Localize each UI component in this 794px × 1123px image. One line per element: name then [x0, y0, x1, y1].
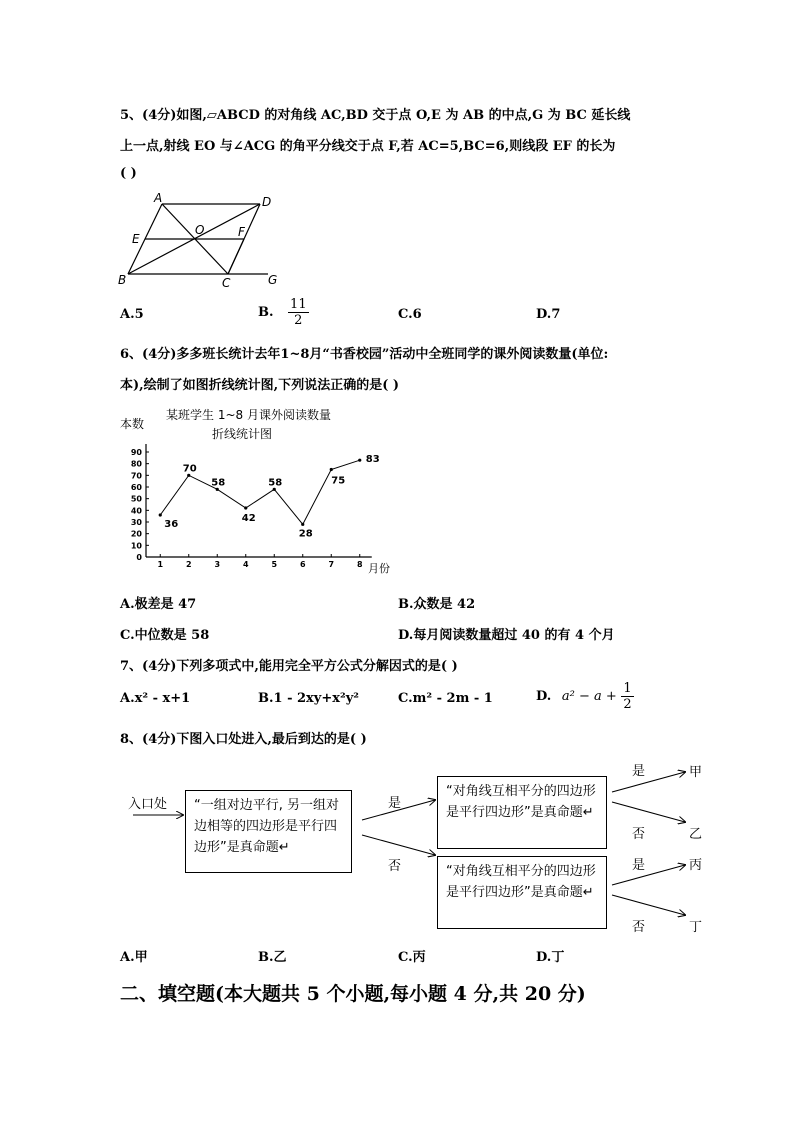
- flow-box-3: “对角线互相平分的四边形是平行四边形”是真命题↵: [437, 856, 607, 929]
- q8-option-b: B.乙: [258, 950, 287, 965]
- q5-option-d: D.7: [536, 307, 561, 322]
- flow-box-1: “一组对边平行, 另一组对边相等的四边形是平行四边形”是真命题↵: [185, 790, 352, 873]
- q7-option-c: C.m² - 2m - 1: [398, 691, 493, 706]
- q7-option-d: D. a² − a + $\frac{1}{2}$: [536, 681, 632, 712]
- q7-option-a: A.x² - x+1: [120, 691, 191, 706]
- point-label-g: G: [268, 273, 278, 287]
- chart-data-label: 58: [211, 477, 226, 489]
- q6-option-c: C.中位数是 58: [120, 628, 210, 643]
- q5-text-line3: ( ): [120, 166, 137, 181]
- chart-x-tick-label: 4: [242, 560, 249, 569]
- point-label-f: F: [238, 225, 245, 239]
- q6-option-d: D.每月阅读数量超过 40 的有 4 个月: [398, 628, 615, 643]
- fraction-1-2: $\frac{1}{2}$: [623, 681, 632, 712]
- q6-text-line1: 6、(4分)多多班长统计去年1~8月“书香校园”活动中全班同学的课外阅读数量(单位:: [120, 347, 609, 362]
- flow-out-ding: 丁: [689, 920, 703, 935]
- q5-text-line1: 5、(4分)如图,▱ABCD 的对角线 AC,BD 交于点 O,E 为 AB 的中点,G 为 BC 延长线: [120, 108, 631, 123]
- flow-out-yi: 乙: [689, 827, 703, 842]
- chart-point: [244, 506, 247, 509]
- chart-x-tick-label: 7: [328, 560, 335, 569]
- chart-y-tick-label: 60: [130, 483, 142, 492]
- chart-point: [330, 468, 333, 471]
- flow-yes-1: 是: [388, 796, 402, 811]
- q5-option-a: A.5: [120, 307, 144, 322]
- q5-option-c: C.6: [398, 307, 422, 322]
- chart-xlabel: 月份: [368, 562, 390, 575]
- chart-data-label: 36: [164, 519, 179, 530]
- flow-no-2: 否: [632, 827, 646, 842]
- q6-text-line2: 本),绘制了如图折线统计图,下列说法正确的是( ): [120, 378, 400, 393]
- flow-no-1: 否: [388, 859, 402, 874]
- q5-option-b: B. $\frac{11}{2}$: [258, 297, 307, 328]
- chart-data-label: 70: [182, 463, 197, 475]
- q5-text-line2: 上一点,射线 EO 与∠ACG 的角平分线交于点 F,若 AC=5,BC=6,则线段 EF 的长为: [120, 139, 616, 154]
- chart-data-label: 83: [365, 454, 380, 466]
- q8-option-d: D.丁: [536, 950, 565, 965]
- chart-y-tick-label: 20: [130, 529, 142, 539]
- flow-entry-label: 入口处: [128, 797, 168, 812]
- chart-data-label: 58: [268, 477, 283, 489]
- chart-subtitle: 折线统计图: [212, 427, 273, 441]
- parallelogram-figure: [110, 188, 310, 293]
- flow-yes-2: 是: [632, 764, 646, 779]
- chart-x-tick-label: 3: [214, 560, 221, 569]
- q8-option-c: C.丙: [398, 950, 426, 965]
- chart-y-tick-label: 0: [136, 553, 142, 562]
- chart-point: [301, 523, 304, 526]
- q8-text-line1: 8、(4分)下图入口处进入,最后到达的是( ): [120, 732, 367, 747]
- chart-title: 某班学生 1~8 月课外阅读数量: [166, 408, 331, 422]
- chart-x-tick-label: 8: [356, 560, 363, 569]
- chart-data-label: 42: [241, 513, 256, 524]
- line-chart: [118, 400, 408, 580]
- q6-option-a: A.极差是 47: [120, 597, 197, 612]
- flow-no-3: 否: [632, 920, 646, 935]
- section-2-title: 二、填空题(本大题共 5 个小题,每小题 4 分,共 20 分): [120, 983, 586, 1005]
- point-label-o: O: [195, 223, 205, 237]
- chart-y-tick-label: 80: [130, 459, 142, 469]
- flow-yes-3: 是: [632, 858, 646, 873]
- chart-x-tick-label: 1: [157, 560, 164, 569]
- chart-y-tick-label: 90: [130, 448, 142, 457]
- fraction-11-2: $\frac{11}{2}$: [290, 297, 307, 328]
- chart-data-label: 28: [298, 528, 313, 540]
- q7-d-expression: a² − a +: [561, 689, 617, 704]
- q8-option-a: A.甲: [120, 950, 148, 965]
- point-label-b: B: [118, 273, 127, 287]
- chart-y-tick-label: 70: [130, 471, 142, 481]
- chart-y-tick-label: 50: [130, 494, 142, 504]
- chart-y-tick-label: 40: [130, 506, 142, 516]
- chart-x-tick-label: 6: [299, 560, 306, 569]
- point-label-d: D: [262, 195, 272, 209]
- point-label-a: A: [154, 191, 163, 205]
- q7-text-line1: 7、(4分)下列多项式中,能用完全平方公式分解因式的是( ): [120, 659, 458, 674]
- flow-out-jia: 甲: [689, 765, 703, 780]
- chart-ylabel: 本数: [120, 417, 145, 431]
- chart-data-label: 75: [331, 475, 346, 487]
- point-label-c: C: [222, 276, 231, 290]
- chart-x-tick-label: 2: [185, 560, 192, 569]
- point-label-e: E: [132, 232, 140, 246]
- chart-y-tick-label: 30: [130, 518, 142, 527]
- chart-point: [159, 513, 162, 516]
- chart-x-tick-label: 5: [271, 560, 278, 569]
- chart-y-tick-label: 10: [130, 541, 142, 551]
- flowchart-arrows: [0, 760, 794, 945]
- flow-box-2: “对角线互相平分的四边形是平行四边形”是真命题↵: [437, 776, 607, 849]
- q7-option-b: B.1 - 2xy+x²y²: [258, 691, 359, 706]
- flow-out-bing: 丙: [689, 858, 703, 873]
- chart-point: [358, 459, 361, 462]
- q6-option-b: B.众数是 42: [398, 597, 476, 612]
